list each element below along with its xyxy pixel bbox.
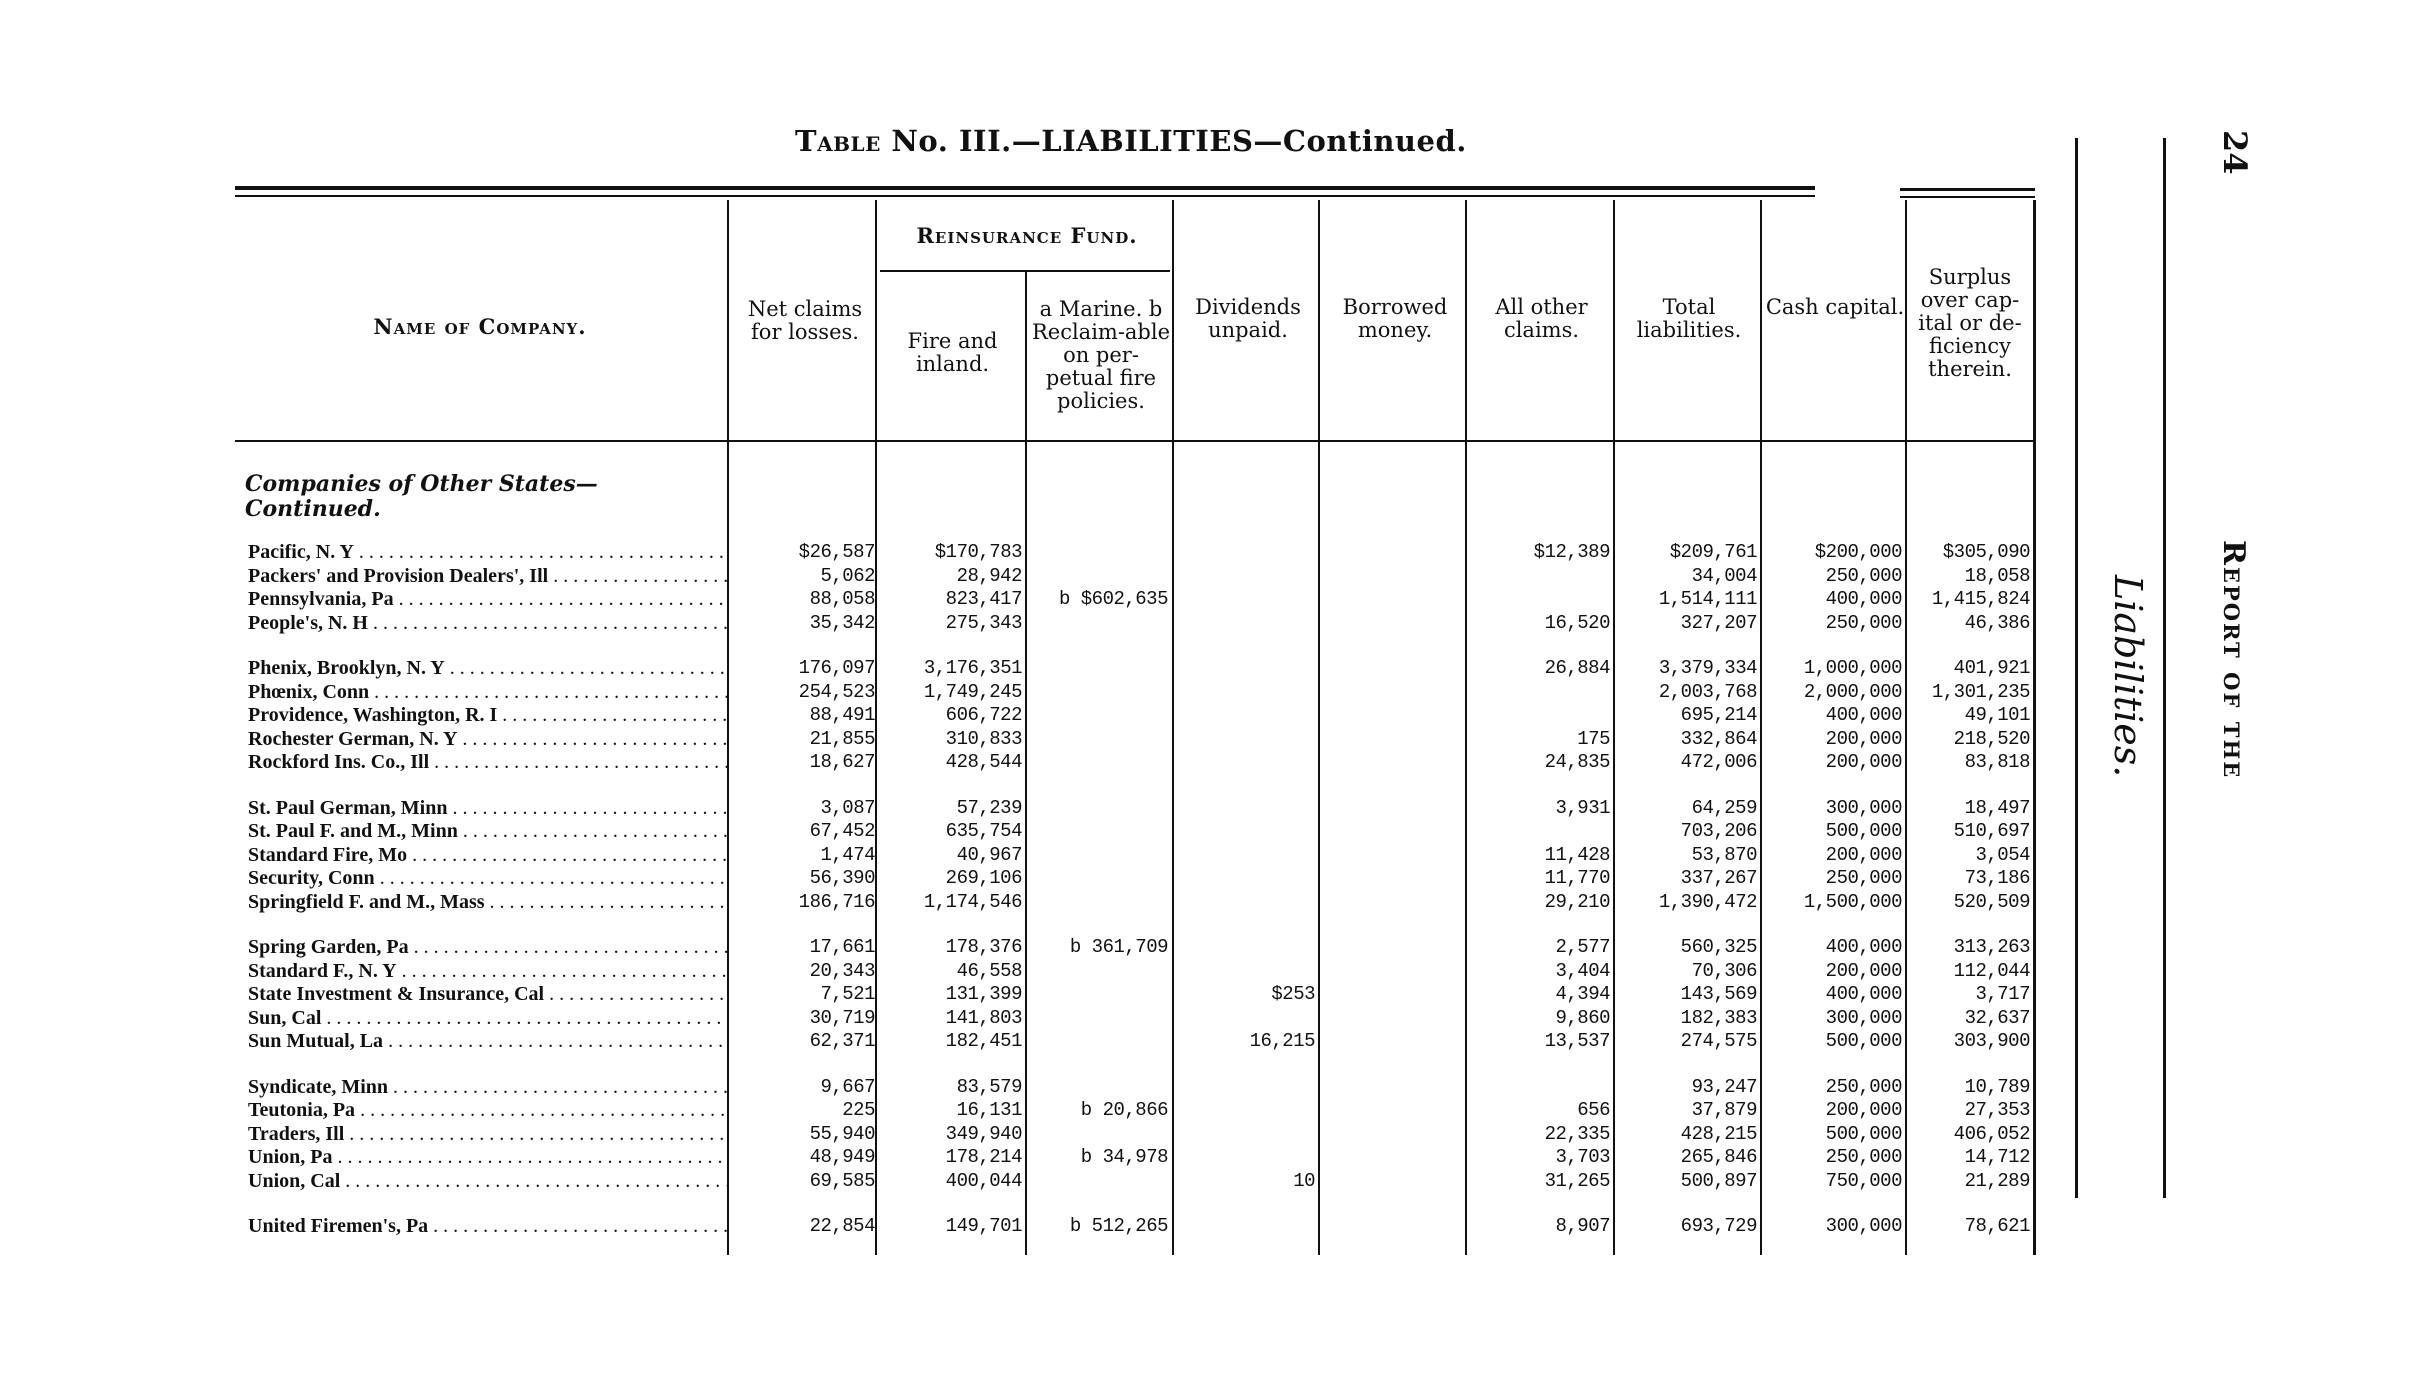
cell-cash: 250,000	[1825, 564, 1902, 587]
cell-cash: 200,000	[1825, 727, 1902, 750]
cell-cash: 500,000	[1825, 820, 1902, 842]
table-row	[0, 819, 2080, 844]
cell-cash: 500,000	[1825, 1030, 1902, 1052]
cell-surplus: 83,818	[1964, 751, 2030, 773]
cell-other: 16,520	[1544, 611, 1610, 634]
cell-surplus: 78,621	[1964, 1215, 2030, 1237]
table-row	[0, 1075, 2080, 1100]
cell-surplus: 18,058	[1964, 564, 2030, 587]
table-row	[0, 935, 2080, 960]
cell-net: 225	[842, 1099, 875, 1121]
cell-total: 1,514,111	[1658, 588, 1757, 610]
cell-cash: 200,000	[1825, 843, 1902, 866]
company-name: Springfield F. and M., Mass . . .	[248, 890, 728, 915]
cell-fire: 178,376	[945, 936, 1022, 958]
cell-surplus: 73,186	[1964, 867, 2030, 889]
table-row	[0, 587, 2080, 612]
cell-total: 560,325	[1680, 936, 1757, 958]
cell-marine: b 512,265	[1069, 1215, 1168, 1237]
cell-total: 34,004	[1691, 564, 1757, 587]
table-row	[0, 1214, 2080, 1239]
cell-surplus: 3,717	[1975, 983, 2030, 1005]
cell-total: 70,306	[1691, 959, 1757, 982]
cell-fire: 57,239	[956, 796, 1022, 819]
cell-div: $253	[1271, 983, 1315, 1005]
page-number: 24	[2216, 130, 2254, 175]
cell-net: 55,940	[809, 1122, 875, 1145]
cell-total: 53,870	[1691, 843, 1757, 866]
cell-cash: 750,000	[1825, 1169, 1902, 1192]
cell-cash: 200,000	[1825, 959, 1902, 982]
cell-other: 9,860	[1555, 1006, 1610, 1029]
company-name: Standard F., N. Y . . .	[248, 959, 728, 984]
cell-total: 500,897	[1680, 1169, 1757, 1192]
cell-fire: 40,967	[956, 843, 1022, 866]
cell-marine: b 20,866	[1080, 1099, 1168, 1121]
cell-other: 11,428	[1544, 843, 1610, 866]
cell-other: 11,770	[1544, 867, 1610, 889]
col-rule-12	[2163, 138, 2166, 1198]
company-name: Phenix, Brooklyn, N. Y . . .	[248, 656, 728, 681]
cell-other: 3,404	[1555, 959, 1610, 982]
cell-total: 332,864	[1680, 727, 1757, 750]
cell-total: 472,006	[1680, 751, 1757, 773]
company-name: Security, Conn . . .	[248, 866, 728, 891]
cell-surplus: 10,789	[1964, 1075, 2030, 1098]
cell-div: 16,215	[1249, 1030, 1315, 1052]
table-title	[795, 124, 1515, 158]
cell-total: 93,247	[1691, 1075, 1757, 1098]
cell-fire: 3,176,351	[923, 657, 1022, 679]
cell-cash: 1,500,000	[1803, 890, 1902, 913]
table-row	[0, 540, 2080, 565]
cell-other: 22,335	[1544, 1122, 1610, 1145]
company-name: Pacific, N. Y . . .	[248, 540, 728, 565]
cell-fire: 131,399	[945, 983, 1022, 1005]
header-all-other-claims: All other claims.	[1495, 295, 1588, 342]
cell-net: 5,062	[820, 564, 875, 587]
header-borrowed-money: Borrowed money.	[1342, 295, 1448, 342]
header-fire-inland: Fire and inland.	[907, 329, 998, 376]
table-row	[0, 1169, 2080, 1194]
section-label: Companies of Other States—Continued.	[245, 471, 598, 522]
cell-cash: 250,000	[1825, 1146, 1902, 1168]
cell-cash: $200,000	[1814, 541, 1902, 563]
table-row	[0, 1122, 2080, 1147]
company-name: United Firemen's, Pa . . .	[248, 1214, 728, 1239]
table-row	[0, 890, 2080, 915]
cell-surplus: 218,520	[1953, 727, 2030, 750]
cell-fire: 428,544	[945, 751, 1022, 773]
cell-net: 186,716	[798, 890, 875, 913]
table-row	[0, 796, 2080, 821]
cell-other: 31,265	[1544, 1169, 1610, 1192]
cell-fire: 635,754	[945, 820, 1022, 842]
cell-net: 22,854	[809, 1215, 875, 1237]
company-name: Teutonia, Pa . . .	[248, 1098, 728, 1123]
cell-surplus: 21,289	[1964, 1169, 2030, 1192]
table-row	[0, 843, 2080, 868]
cell-marine: b 34,978	[1080, 1146, 1168, 1168]
cell-total: 693,729	[1680, 1215, 1757, 1237]
company-name: Standard Fire, Mo . . .	[248, 843, 728, 868]
cell-net: 18,627	[809, 751, 875, 773]
table-row	[0, 1145, 2080, 1170]
cell-cash: 500,000	[1825, 1122, 1902, 1145]
cell-other: 26,884	[1544, 657, 1610, 679]
cell-total: 182,383	[1680, 1006, 1757, 1029]
table-row	[0, 611, 2080, 636]
cell-surplus: 510,697	[1953, 820, 2030, 842]
cell-total: 265,846	[1680, 1146, 1757, 1168]
cell-net: 20,343	[809, 959, 875, 982]
cell-surplus: 18,497	[1964, 796, 2030, 819]
header-dividends-unpaid: Dividends unpaid.	[1195, 295, 1301, 342]
cell-other: 24,835	[1544, 751, 1610, 773]
header-cash-capital: Cash capital.	[1765, 295, 1905, 319]
table-row	[0, 982, 2080, 1007]
cell-cash: 300,000	[1825, 796, 1902, 819]
cell-net: 3,087	[820, 796, 875, 819]
cell-surplus: 3,054	[1975, 843, 2030, 866]
cell-fire: 141,803	[945, 1006, 1022, 1029]
cell-total: 2,003,768	[1658, 680, 1757, 703]
cell-net: 62,371	[809, 1030, 875, 1052]
table-title-rest: No. III.—LIABILITIES—Continued.	[880, 124, 1467, 158]
top-rule-right-a	[1900, 188, 2035, 191]
company-name: St. Paul F. and M., Minn . . .	[248, 819, 728, 844]
cell-surplus: 14,712	[1964, 1146, 2030, 1168]
cell-surplus: 406,052	[1953, 1122, 2030, 1145]
cell-other: 656	[1577, 1099, 1610, 1121]
cell-total: 703,206	[1680, 820, 1757, 842]
cell-cash: 250,000	[1825, 867, 1902, 889]
cell-net: 176,097	[798, 657, 875, 679]
cell-cash: 300,000	[1825, 1006, 1902, 1029]
table-row	[0, 1029, 2080, 1054]
cell-net: 88,058	[809, 588, 875, 610]
company-name: Pennsylvania, Pa . . .	[248, 587, 728, 612]
company-name: Sun, Cal . . .	[248, 1006, 728, 1031]
cell-total: 274,575	[1680, 1030, 1757, 1052]
cell-fire: 1,749,245	[923, 680, 1022, 703]
cell-other: 3,703	[1555, 1146, 1610, 1168]
cell-net: 254,523	[798, 680, 875, 703]
cell-other: 175	[1577, 727, 1610, 750]
cell-fire: $170,783	[934, 541, 1022, 563]
cell-net: 88,491	[809, 704, 875, 726]
cell-other: 2,577	[1555, 936, 1610, 958]
header-bottom-rule	[235, 440, 2035, 442]
table-row	[0, 656, 2080, 681]
company-name: Providence, Washington, R. I . . .	[248, 703, 728, 728]
header-total-liabilities: Total liabilities.	[1636, 295, 1742, 342]
cell-fire: 1,174,546	[923, 890, 1022, 913]
cell-surplus: 1,415,824	[1931, 588, 2030, 610]
cell-net: 69,585	[809, 1169, 875, 1192]
cell-cash: 400,000	[1825, 588, 1902, 610]
cell-total: 337,267	[1680, 867, 1757, 889]
cell-total: 37,879	[1691, 1099, 1757, 1121]
cell-net: 1,474	[820, 843, 875, 866]
side-title: Liabilities.	[2106, 575, 2150, 778]
cell-fire: 83,579	[956, 1075, 1022, 1098]
cell-total: 3,379,334	[1658, 657, 1757, 679]
cell-cash: 400,000	[1825, 936, 1902, 958]
cell-net: 56,390	[809, 867, 875, 889]
company-name: Sun Mutual, La . . .	[248, 1029, 728, 1054]
cell-total: $209,761	[1669, 541, 1757, 563]
header-name-of-company: Name of Company.	[373, 314, 587, 339]
company-name: State Investment & Insurance, Cal . . .	[248, 982, 728, 1007]
cell-net: $26,587	[798, 541, 875, 563]
top-rule-right-b	[1900, 196, 2035, 198]
company-name: Phœnix, Conn . . .	[248, 680, 728, 705]
company-name: St. Paul German, Minn . . .	[248, 796, 728, 821]
cell-fire: 16,131	[956, 1099, 1022, 1121]
cell-marine: b $602,635	[1058, 588, 1168, 610]
cell-surplus: 303,900	[1953, 1030, 2030, 1052]
table-row	[0, 866, 2080, 891]
cell-net: 9,667	[820, 1075, 875, 1098]
company-name: Spring Garden, Pa . . .	[248, 935, 728, 960]
cell-fire: 606,722	[945, 704, 1022, 726]
cell-fire: 178,214	[945, 1146, 1022, 1168]
cell-cash: 1,000,000	[1803, 657, 1902, 679]
cell-marine: b 361,709	[1069, 936, 1168, 958]
table-row	[0, 1098, 2080, 1123]
cell-fire: 28,942	[956, 564, 1022, 587]
company-name: Union, Pa . . .	[248, 1145, 728, 1170]
cell-surplus: $305,090	[1942, 541, 2030, 563]
cell-fire: 149,701	[945, 1215, 1022, 1237]
company-name: Union, Cal . . .	[248, 1169, 728, 1194]
running-head: Report of the	[2216, 540, 2251, 780]
cell-fire: 46,558	[956, 959, 1022, 982]
company-name: Rockford Ins. Co., Ill . . .	[248, 750, 728, 775]
cell-net: 48,949	[809, 1146, 875, 1168]
cell-net: 21,855	[809, 727, 875, 750]
cell-total: 327,207	[1680, 611, 1757, 634]
cell-net: 17,661	[809, 936, 875, 958]
company-name: Packers' and Provision Dealers', Ill . . .	[248, 564, 728, 589]
table-row	[0, 1006, 2080, 1031]
cell-fire: 349,940	[945, 1122, 1022, 1145]
cell-fire: 275,343	[945, 611, 1022, 634]
company-name: Syndicate, Minn . . .	[248, 1075, 728, 1100]
cell-cash: 300,000	[1825, 1215, 1902, 1237]
cell-surplus: 401,921	[1953, 657, 2030, 679]
table-title-prefix: Table	[795, 124, 881, 158]
cell-total: 428,215	[1680, 1122, 1757, 1145]
cell-other: 29,210	[1544, 890, 1610, 913]
cell-surplus: 49,101	[1964, 704, 2030, 726]
top-rule-thick	[235, 186, 1815, 190]
table-row	[0, 750, 2080, 775]
cell-cash: 400,000	[1825, 704, 1902, 726]
company-name: Traders, Ill . . .	[248, 1122, 728, 1147]
cell-surplus: 520,509	[1953, 890, 2030, 913]
cell-surplus: 27,353	[1964, 1099, 2030, 1121]
cell-cash: 400,000	[1825, 983, 1902, 1005]
top-rule-thin	[235, 195, 1815, 197]
cell-other: 4,394	[1555, 983, 1610, 1005]
cell-surplus: 46,386	[1964, 611, 2030, 634]
cell-fire: 400,044	[945, 1169, 1022, 1192]
cell-surplus: 32,637	[1964, 1006, 2030, 1029]
cell-total: 64,259	[1691, 796, 1757, 819]
company-name: Rochester German, N. Y . . .	[248, 727, 728, 752]
header-reinsurance-fund: Reinsurance Fund.	[916, 223, 1138, 248]
table-row	[0, 727, 2080, 752]
cell-surplus: 112,044	[1953, 959, 2030, 982]
table-row	[0, 703, 2080, 728]
cell-net: 7,521	[820, 983, 875, 1005]
cell-cash: 250,000	[1825, 1075, 1902, 1098]
cell-cash: 2,000,000	[1803, 680, 1902, 703]
cell-other: 3,931	[1555, 796, 1610, 819]
cell-net: 30,719	[809, 1006, 875, 1029]
header-surplus: Surplus over cap-ital or de-ficiency therein.	[1918, 265, 2022, 381]
cell-net: 35,342	[809, 611, 875, 634]
cell-other: $12,389	[1533, 541, 1610, 563]
cell-net: 67,452	[809, 820, 875, 842]
table-row	[0, 680, 2080, 705]
cell-cash: 200,000	[1825, 751, 1902, 773]
cell-surplus: 1,301,235	[1931, 680, 2030, 703]
cell-fire: 182,451	[945, 1030, 1022, 1052]
header-marine-reclaimable: a Marine. b Reclaim-able on per-petual fire policies.	[1031, 297, 1171, 413]
table-row	[0, 564, 2080, 589]
cell-other: 13,537	[1544, 1030, 1610, 1052]
cell-total: 143,569	[1680, 983, 1757, 1005]
cell-fire: 823,417	[945, 588, 1022, 610]
cell-total: 1,390,472	[1658, 890, 1757, 913]
cell-fire: 310,833	[945, 727, 1022, 750]
cell-other: 8,907	[1555, 1215, 1610, 1237]
cell-div: 10	[1293, 1169, 1315, 1192]
table-row	[0, 959, 2080, 984]
cell-surplus: 313,263	[1953, 936, 2030, 958]
header-net-claims: Net claims for losses.	[747, 297, 863, 344]
cell-cash: 250,000	[1825, 611, 1902, 634]
company-name: People's, N. H . . .	[248, 611, 728, 636]
cell-fire: 269,106	[945, 867, 1022, 889]
cell-cash: 200,000	[1825, 1099, 1902, 1121]
cell-total: 695,214	[1680, 704, 1757, 726]
